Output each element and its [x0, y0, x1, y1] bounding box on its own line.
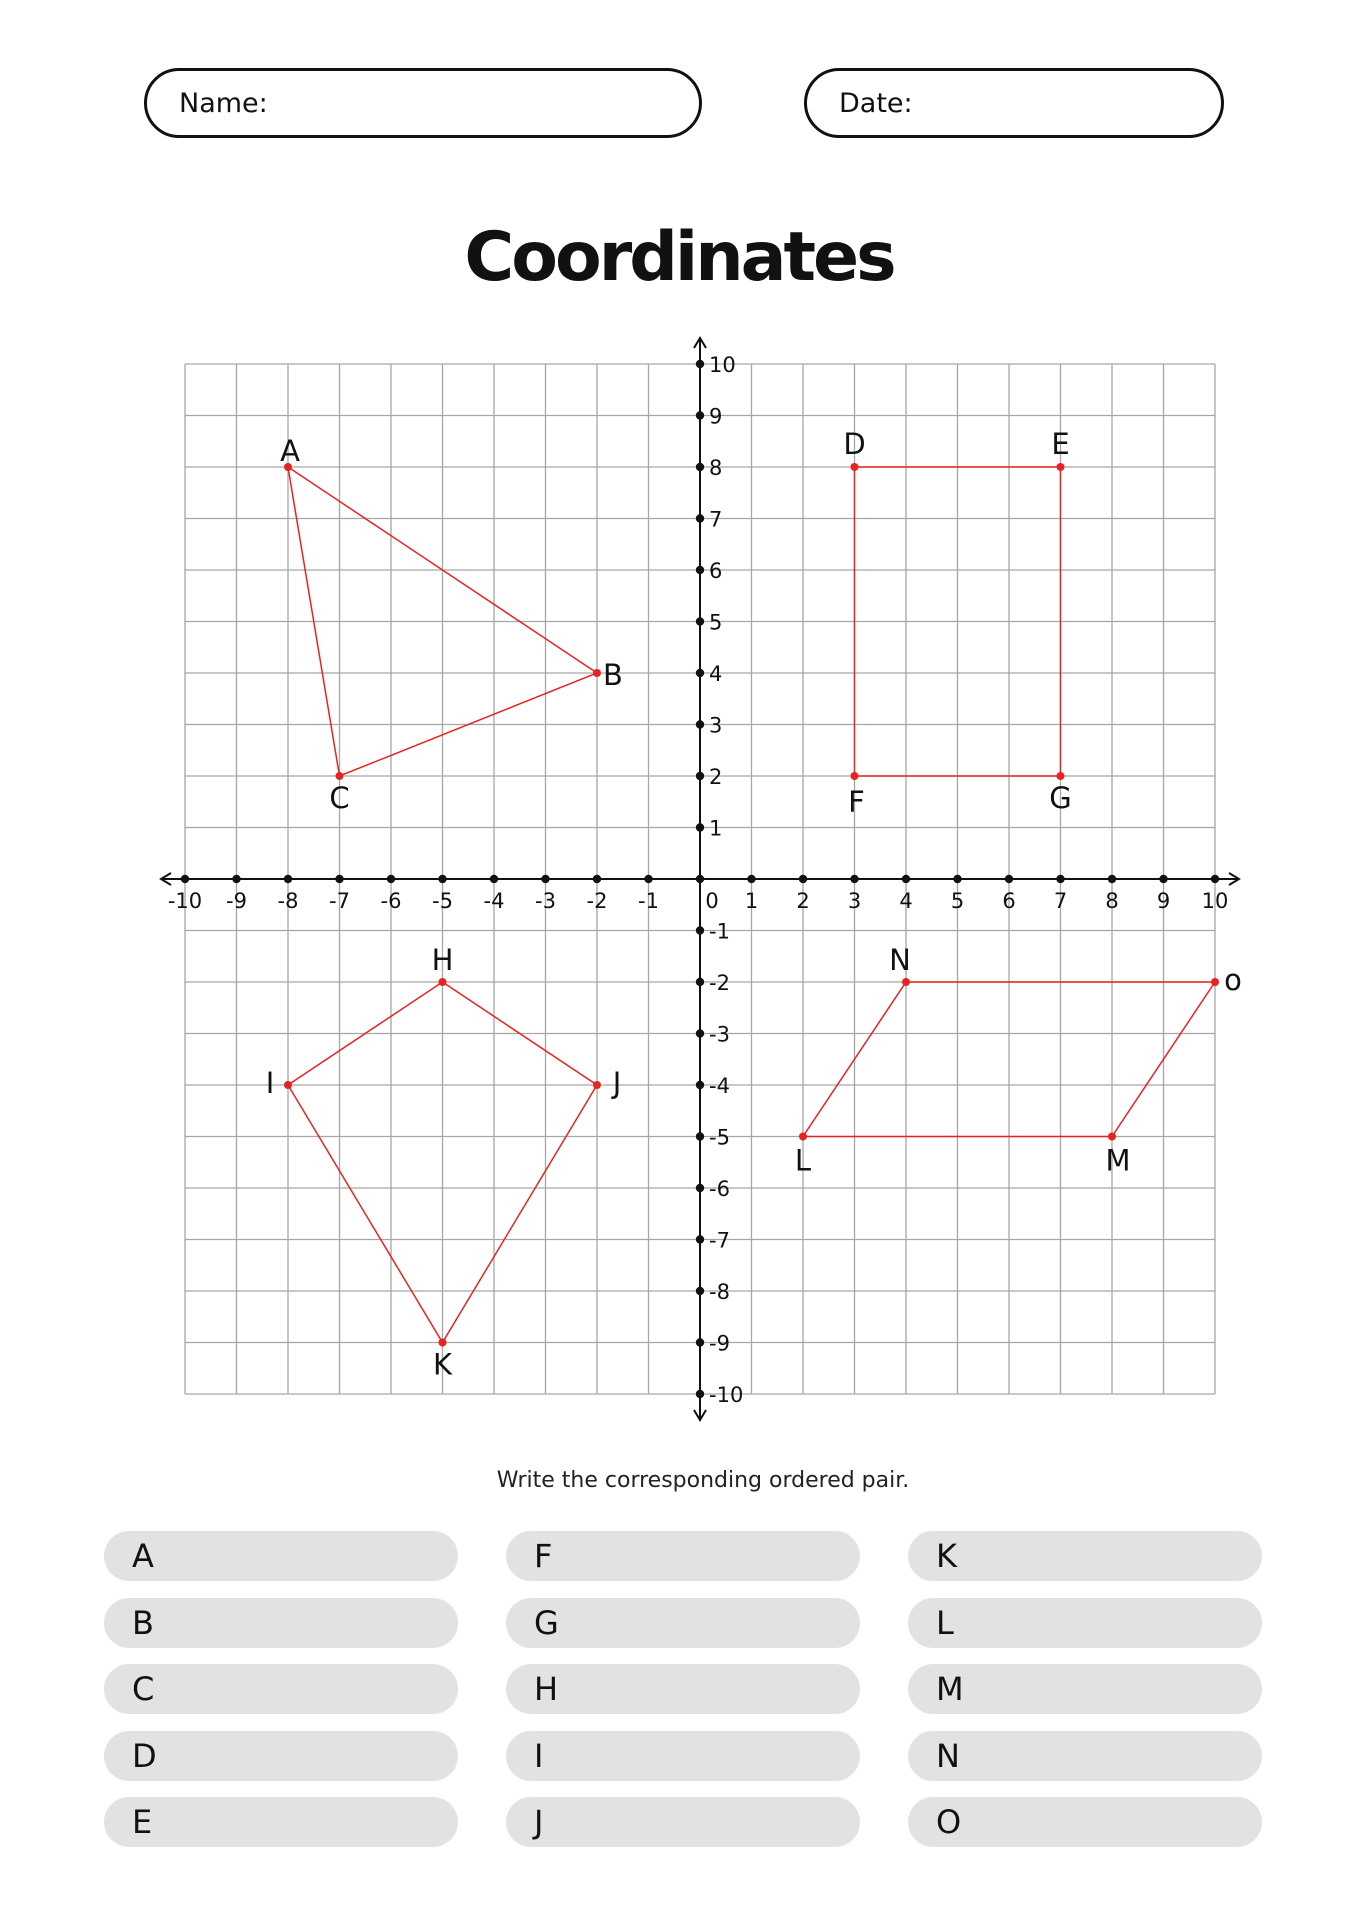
y-tick-label: -9 [709, 1331, 730, 1356]
point-label-h: H [431, 943, 454, 977]
y-tick-label: 6 [709, 559, 723, 583]
answer-field-c[interactable] [104, 1664, 458, 1714]
point-label-d: D [843, 427, 866, 461]
y-tick-label: -8 [709, 1280, 730, 1304]
y-tick-label: -5 [709, 1125, 730, 1150]
y-tick-dot [696, 1132, 704, 1140]
x-tick-label: 3 [847, 889, 862, 913]
y-tick-dot [696, 1338, 704, 1346]
point-label-j: J [612, 1066, 622, 1100]
page-title: Coordinates [464, 218, 894, 297]
x-tick-label: -8 [277, 889, 299, 913]
x-tick-dot [387, 875, 395, 883]
x-tick-label: 1 [744, 889, 759, 913]
x-tick-label: 9 [1156, 889, 1171, 913]
y-tick-dot [696, 669, 704, 677]
y-tick-dot [696, 360, 704, 368]
answer-letter: I [534, 1737, 544, 1775]
y-tick-dot [696, 772, 704, 780]
answer-field-j[interactable] [506, 1797, 860, 1847]
point-label-l: L [794, 1143, 812, 1178]
x-tick-dot [1108, 875, 1116, 883]
x-tick-dot [284, 875, 292, 883]
answer-field-h[interactable] [506, 1664, 860, 1714]
x-tick-label: -10 [167, 889, 203, 913]
answer-field-d[interactable] [104, 1731, 458, 1781]
y-tick-label: -4 [709, 1074, 730, 1098]
x-tick-dot [747, 875, 755, 883]
point-e [1057, 463, 1065, 471]
point-label-n: N [889, 943, 911, 977]
answer-letter: N [936, 1737, 960, 1775]
x-tick-dot [541, 875, 549, 883]
x-tick-dot [902, 875, 910, 883]
name-label: Name: [179, 87, 268, 119]
x-tick-dot [232, 875, 240, 883]
x-tick-dot [696, 875, 704, 883]
y-tick-label: 2 [709, 765, 723, 789]
point-g [1057, 772, 1065, 780]
y-tick-dot [696, 823, 704, 831]
answer-letter: B [132, 1604, 154, 1642]
y-tick-dot [696, 720, 704, 728]
y-tick-label: -10 [709, 1383, 744, 1407]
answer-field-g[interactable] [506, 1598, 860, 1648]
point-j [593, 1081, 601, 1089]
y-tick-dot [696, 1029, 704, 1037]
point-n [902, 978, 910, 986]
x-tick-dot [1005, 875, 1013, 883]
x-tick-label: 8 [1105, 889, 1119, 913]
y-tick-dot [696, 463, 704, 471]
x-tick-label: 0 [705, 889, 719, 913]
x-tick-dot [438, 875, 446, 883]
answer-letter: C [132, 1670, 155, 1708]
y-tick-dot [696, 926, 704, 934]
answer-letter: H [534, 1670, 559, 1708]
point-h [439, 978, 447, 986]
point-d [851, 463, 859, 471]
answer-letter: G [534, 1604, 559, 1642]
instruction-text: Write the corresponding ordered pair. [496, 1468, 910, 1493]
y-tick-dot [696, 617, 704, 625]
answer-field-k[interactable] [908, 1531, 1262, 1581]
y-tick-dot [696, 1184, 704, 1192]
x-tick-label: -2 [586, 889, 608, 913]
answer-letter: L [936, 1604, 954, 1642]
answer-letter: A [132, 1537, 154, 1575]
x-tick-label: -5 [432, 889, 453, 913]
x-tick-label: 4 [899, 889, 913, 913]
answer-letter: K [936, 1537, 957, 1575]
y-tick-label: 1 [709, 816, 723, 841]
point-label-m: M [1105, 1143, 1131, 1178]
answer-field-a[interactable] [104, 1531, 458, 1581]
x-tick-dot [490, 875, 498, 883]
y-tick-label: 5 [709, 610, 723, 635]
y-tick-dot [696, 978, 704, 986]
point-o [1211, 978, 1219, 986]
y-tick-label: 7 [709, 507, 723, 532]
x-tick-label: 10 [1201, 889, 1229, 913]
x-tick-label: 5 [950, 889, 965, 913]
point-label-c: C [329, 781, 350, 815]
answer-field-f[interactable] [506, 1531, 860, 1581]
y-tick-label: -1 [709, 919, 730, 944]
x-tick-dot [1211, 875, 1219, 883]
y-tick-dot [696, 1081, 704, 1089]
point-f [851, 772, 859, 780]
y-tick-label: -7 [709, 1228, 730, 1253]
x-tick-label: -7 [329, 889, 350, 913]
answer-letter: F [534, 1537, 553, 1575]
y-tick-dot [696, 1235, 704, 1243]
x-tick-label: -6 [380, 889, 402, 913]
point-i [284, 1081, 292, 1089]
point-k [439, 1339, 447, 1347]
y-tick-label: -3 [709, 1022, 730, 1047]
point-label-e: E [1051, 427, 1070, 461]
point-label-g: G [1049, 781, 1072, 815]
x-tick-dot [799, 875, 807, 883]
point-l [799, 1133, 807, 1141]
x-tick-label: 6 [1002, 889, 1016, 913]
y-tick-label: -6 [709, 1177, 730, 1201]
answer-field-i[interactable] [506, 1731, 860, 1781]
y-tick-label: 3 [709, 713, 723, 738]
y-tick-label: 8 [709, 456, 723, 480]
answer-letter: J [534, 1803, 544, 1841]
answer-field-e[interactable] [104, 1797, 458, 1847]
point-c [336, 772, 344, 780]
y-tick-label: 4 [709, 662, 723, 686]
y-tick-dot [696, 566, 704, 574]
x-tick-dot [181, 875, 189, 883]
answer-field-n[interactable] [908, 1731, 1262, 1781]
point-label-k: K [432, 1347, 453, 1382]
point-b [593, 669, 601, 677]
answer-field-b[interactable] [104, 1598, 458, 1648]
x-tick-dot [953, 875, 961, 883]
x-tick-label: 2 [796, 889, 810, 913]
x-tick-dot [335, 875, 343, 883]
point-label-b: B [603, 658, 623, 692]
answer-letter: D [132, 1737, 157, 1775]
answer-field-o[interactable] [908, 1797, 1262, 1847]
answer-letter: E [132, 1803, 153, 1841]
x-tick-label: -1 [638, 889, 659, 913]
y-tick-label: 10 [709, 353, 736, 377]
y-tick-dot [696, 1390, 704, 1398]
answer-letter: O [936, 1803, 962, 1841]
y-tick-dot [696, 514, 704, 522]
x-tick-dot [850, 875, 858, 883]
x-tick-dot [593, 875, 601, 883]
point-label-o: o [1224, 963, 1242, 997]
date-label: Date: [839, 87, 913, 119]
answer-field-l[interactable] [908, 1598, 1262, 1648]
y-tick-dot [696, 1287, 704, 1295]
y-tick-label: 9 [709, 404, 723, 429]
answer-letter: M [936, 1670, 964, 1708]
x-tick-dot [644, 875, 652, 883]
point-label-f: F [848, 785, 865, 819]
x-tick-label: -9 [226, 889, 247, 913]
y-tick-dot [696, 411, 704, 419]
point-label-i: I [265, 1066, 275, 1100]
point-label-a: A [280, 434, 300, 468]
y-tick-label: -2 [709, 971, 730, 995]
x-tick-label: 7 [1053, 889, 1068, 913]
answer-field-m[interactable] [908, 1664, 1262, 1714]
x-tick-label: -3 [535, 889, 556, 913]
x-tick-dot [1159, 875, 1167, 883]
x-tick-label: -4 [483, 889, 505, 913]
x-tick-dot [1056, 875, 1064, 883]
point-m [1108, 1133, 1116, 1141]
